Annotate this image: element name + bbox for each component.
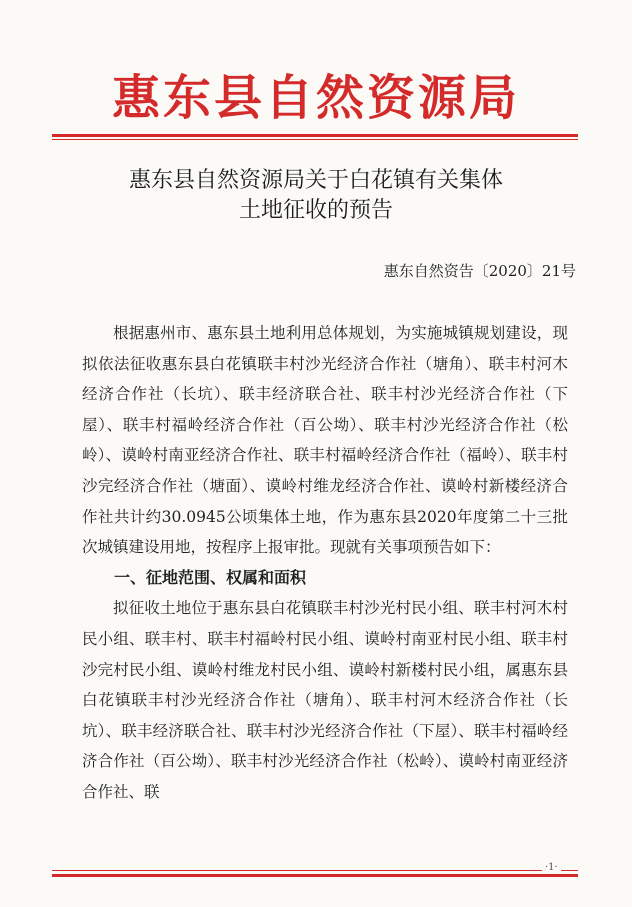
title-line-1: 惠东县自然资源局关于白花镇有关集体	[128, 168, 503, 193]
document-body	[82, 318, 568, 808]
title-line-2: 土地征收的预告	[238, 198, 393, 223]
top-red-rule	[52, 134, 578, 137]
section-1-heading: 一、征地范围、权属和面积	[114, 567, 307, 587]
document-number: 惠东自然资告〔2020〕21号	[383, 262, 576, 280]
bottom-red-rule	[52, 874, 578, 877]
page-number: ·1·	[542, 862, 561, 873]
document-title	[60, 166, 572, 226]
body-paragraph-2: 拟征收土地位于惠东县白花镇联丰村沙光村民小组、联丰村河木村民小组、联丰村、联丰村福岭村民小组、谟岭村南亚村民小组、联丰村沙完村民小组、谟岭村维龙村民小组、谟岭村新楼村民小组，属惠东县白花镇联丰村沙光经济合作社（塘角）、联丰村河木经济合作社（长坑）、联丰经济联合社、联丰村沙光经济合作社（下屋）、联丰村福岭经济合作社（百公坳）、联丰村沙光经济合作社（松岭）、谟岭村南亚经济合作社、联	[82, 599, 568, 801]
top-red-rule-thin	[52, 139, 578, 140]
org-header: 惠东县自然资源局	[111, 70, 520, 126]
bottom-red-rule-thin	[52, 870, 578, 871]
body-paragraph-1: 根据惠州市、惠东县土地利用总体规划，为实施城镇规划建设，现拟依法征收惠东县白花镇联丰村沙光经济合作社（塘角）、联丰村河木经济合作社（长坑）、联丰经济联合社、联丰村沙光经济合作社（下屋）、联丰村福岭经济合作社（百公坳）、联丰村沙光经济合作社（松岭）、谟岭村南亚经济合作社、联丰村福岭经济合作社（福岭）、联丰村沙完经济合作社（塘面）、谟岭村维龙经济合作社、谟岭村新楼经济合作社共计约30.0945公顷集体土地，作为惠东县2020年度第二十三批次城镇建设用地，按程序上报审批。现就有关事项预告如下：	[82, 324, 568, 557]
